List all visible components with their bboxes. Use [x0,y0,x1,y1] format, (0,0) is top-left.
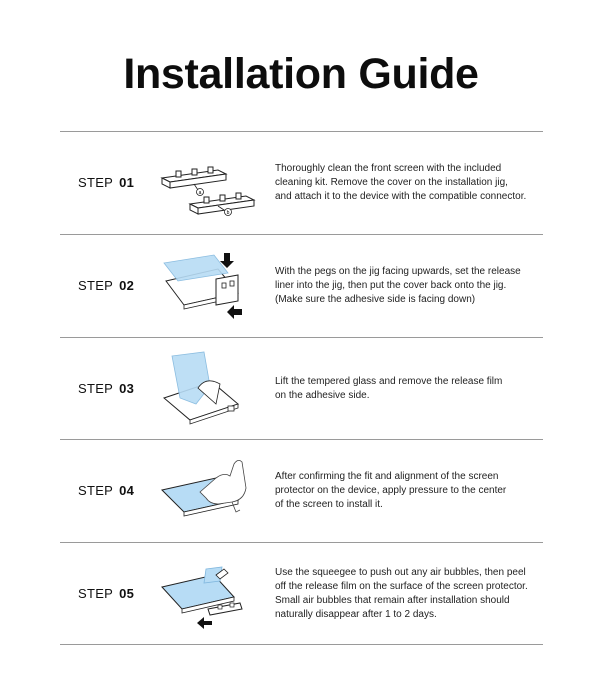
jig-liner-icon [158,243,258,328]
step-04 [60,440,543,541]
step-description: Lift the tempered glass and remove the release film on the adhesive side. [275,375,503,401]
step-label: STEP 02 [78,278,135,293]
callout-a-label: a [198,190,202,196]
step-description: Use the squeegee to push out any air bubbles, then peel off the release film on the surface of the screen protector. Small air bubbles that remain after installation should naturally disappear after 1 to 2 days. [275,566,528,620]
step-02 [60,235,543,336]
arrow-left-icon [197,617,212,629]
lift-glass-icon [158,346,258,431]
step-description: Thoroughly clean the front screen with the included cleaning kit. Remove the cover on the installation jig, and attach it to the device with the compatible connector. [275,162,527,202]
arrow-left-icon [227,305,242,319]
callout-b-label: b [226,210,230,216]
step-01 [60,132,543,233]
step-description: With the pegs on the jig facing upwards, set the release liner into the jig, then put the cover back onto the jig. (Make sure the adhesive side is facing down) [275,265,521,305]
step-number: 03 [119,381,135,396]
step-label: STEP 01 [78,175,135,190]
press-screen-icon [158,448,258,533]
page-title: Installation Guide [123,50,479,98]
step-number: 01 [119,175,135,190]
squeegee-icon [158,551,258,636]
step-05 [60,543,543,644]
step-number: 04 [119,483,135,498]
step-label: STEP 04 [78,483,135,498]
divider [60,644,543,645]
step-description: After confirming the fit and alignment of the screen protector on the device, apply pressure to the center of the screen to install it. [275,470,507,510]
step-number: 02 [119,278,135,293]
jig-connector-icon [158,140,258,225]
step-03 [60,338,543,439]
step-number: 05 [119,586,135,601]
step-label: STEP 05 [78,586,135,601]
step-label: STEP 03 [78,381,135,396]
